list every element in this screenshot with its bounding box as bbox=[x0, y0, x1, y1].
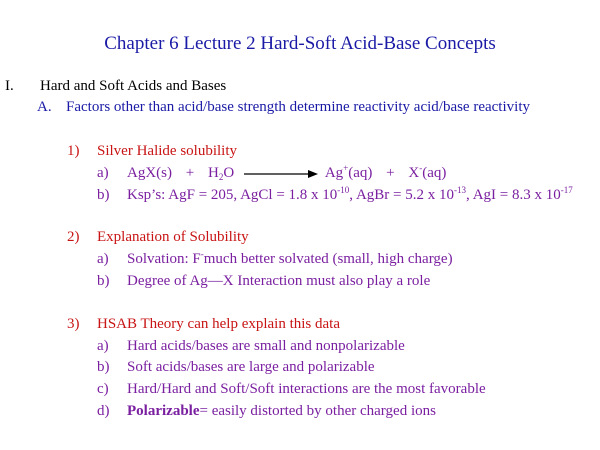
item-text: Explanation of Solubility bbox=[97, 229, 249, 245]
ksp-values: Ksp’s: AgF = 205, AgCl = 1.8 x $10^{-10}$, AgBr = 5.2 x $10^{-13}$, AgI = 8.3 x $10^{-17}$ bbox=[127, 185, 573, 203]
section-text: Hard and Soft Acids and Bases bbox=[40, 78, 227, 94]
sub-item-text: Degree of Ag—X Interaction must also play a role bbox=[127, 273, 431, 289]
item-text: HSAB Theory can help explain this data bbox=[97, 316, 341, 332]
sub-item-letter: c) bbox=[97, 381, 109, 397]
slide-title: Chapter 6 Lecture 2 Hard-Soft Acid-Base Concepts bbox=[104, 33, 496, 54]
sub-item-text: Hard/Hard and Soft/Soft interactions are the most favorable bbox=[127, 381, 486, 397]
sub-item-text: Solvation: F-much better solvated (small, high charge) bbox=[127, 249, 453, 267]
item-text: Silver Halide solubility bbox=[97, 143, 237, 159]
subsection-text: Factors other than acid/base strength determine reactivity acid/base reactivity bbox=[66, 99, 530, 115]
item-number: 3) bbox=[67, 316, 80, 332]
reactant-agx: AgX(s) bbox=[127, 165, 172, 181]
sub-item-letter: a) bbox=[97, 338, 109, 354]
subsection-letter: A. bbox=[37, 99, 52, 115]
plus-sign: + bbox=[185, 165, 195, 181]
plus-sign: + bbox=[386, 165, 395, 181]
sub-item-text: Polarizable= easily distorted by other charged ions bbox=[127, 403, 436, 419]
sub-item-letter: d) bbox=[97, 403, 110, 419]
sub-item-letter: b) bbox=[97, 187, 110, 203]
bold-term: Polarizable bbox=[127, 403, 200, 419]
item-number: 1) bbox=[67, 143, 80, 159]
item-number: 2) bbox=[67, 229, 80, 245]
reaction-arrow-icon bbox=[244, 169, 318, 179]
product-halide-ion: X-(aq) bbox=[408, 163, 447, 181]
product-silver-ion: Ag+(aq) bbox=[324, 163, 373, 181]
reaction-equation bbox=[127, 164, 446, 182]
sub-item-letter: b) bbox=[97, 359, 110, 375]
sub-item-text: Hard acids/bases are small and nonpolarizable bbox=[127, 338, 405, 354]
sub-item-letter: a) bbox=[97, 251, 109, 267]
reactant-water: $H_2O$ bbox=[207, 165, 235, 182]
sub-item-letter: b) bbox=[97, 273, 110, 289]
sub-item-text: Soft acids/bases are large and polarizable bbox=[127, 359, 375, 375]
sub-item-letter: a) bbox=[97, 165, 109, 181]
section-numeral: I. bbox=[5, 78, 14, 94]
